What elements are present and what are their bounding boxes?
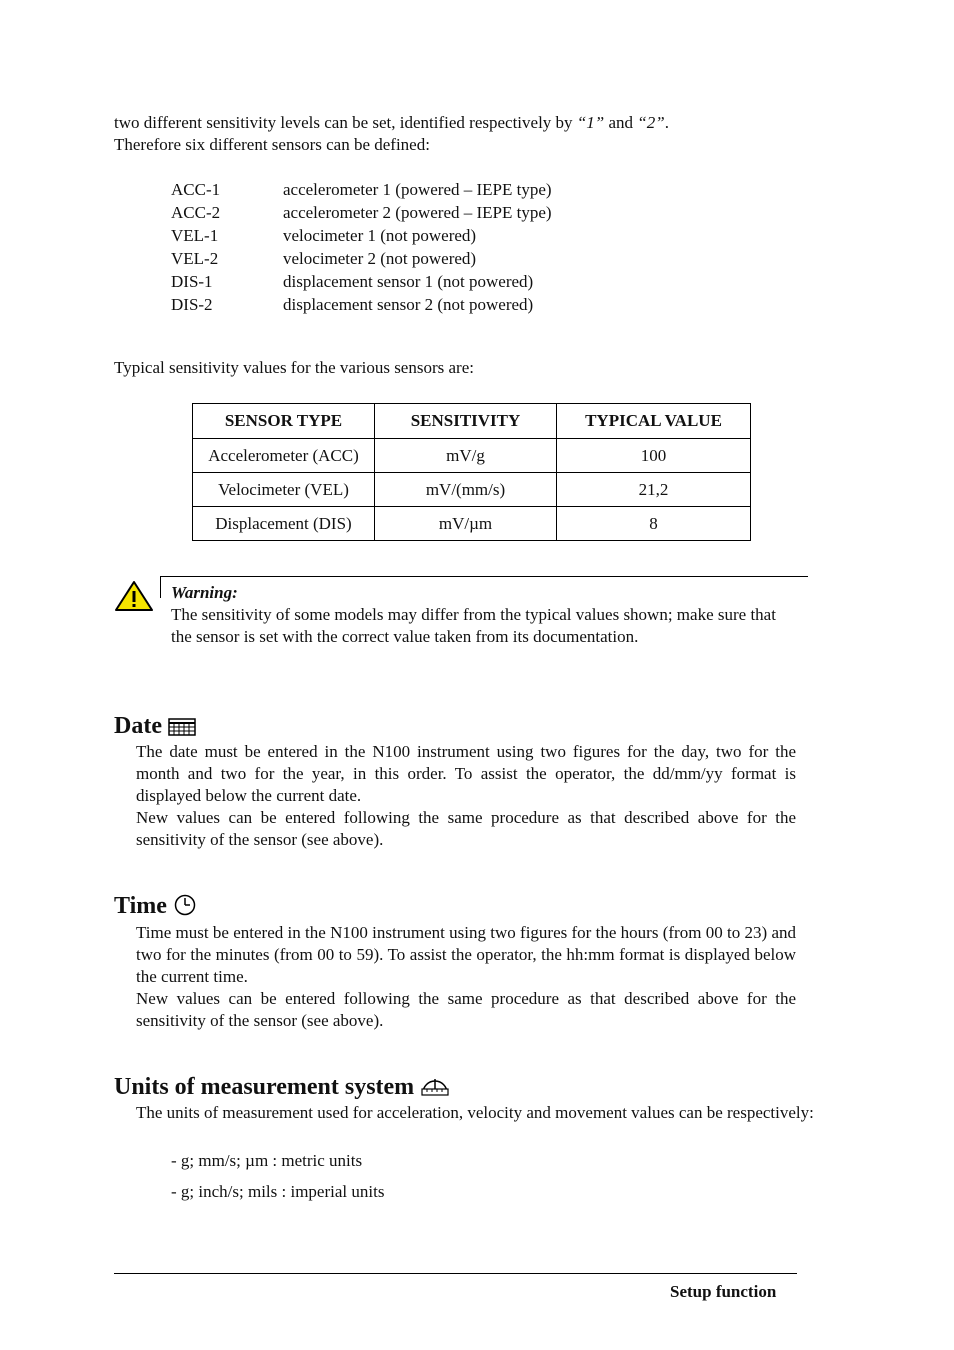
sensor-desc: accelerometer 1 (powered – IEPE type) [283, 180, 552, 199]
intro-line-2: Therefore six different sensors can be defined: [114, 135, 430, 154]
units-paragraph: The units of measurement used for acceleration, velocity and movement values can be respectively: [136, 1103, 814, 1122]
time-body [136, 922, 796, 1032]
sensor-code: VEL-2 [171, 249, 219, 268]
list-item: - g; mm/s; µm : metric units [171, 1151, 363, 1170]
level-2-label: “2” [637, 113, 665, 132]
sensor-list [171, 178, 552, 316]
column-header: SENSITIVITY [375, 404, 557, 439]
footer-rule [114, 1273, 797, 1274]
column-header: SENSOR TYPE [193, 404, 375, 439]
sensor-row [171, 293, 552, 316]
table-cell: Displacement (DIS) [193, 507, 375, 541]
sensor-code: VEL-1 [171, 226, 219, 245]
warning-rule-left [160, 576, 161, 598]
table-cell: mV/(mm/s) [375, 473, 557, 507]
table-row [193, 473, 751, 507]
time-paragraph-1: Time must be entered in the N100 instrument using two figures for the hours (from 00 to 23) and two for the minutes (from 00 to 59). To assist the operator, the hh:mm format is displayed below the current time. [136, 923, 796, 986]
sensor-code: DIS-2 [171, 295, 213, 314]
intro-paragraph [114, 112, 804, 156]
warning-title: Warning: [171, 583, 238, 602]
list-item: - g; inch/s; mils : imperial units [171, 1182, 385, 1201]
table-cell: mV/g [375, 439, 557, 473]
time-heading-text: Time [114, 893, 167, 919]
footer-section-title: Setup function [670, 1282, 777, 1301]
level-1-label: “1” [576, 113, 605, 132]
sensor-desc: velocimeter 1 (not powered) [283, 226, 477, 245]
date-heading-text: Date [114, 713, 162, 739]
warning-text: The sensitivity of some models may differ from the typical values shown; make sure that the sensor is set with the correct value taken from its documentation. [171, 605, 776, 646]
sensor-code: ACC-2 [171, 203, 221, 222]
warning-icon [114, 580, 154, 612]
date-paragraph-2: New values can be entered following the same procedure as that described above for the sensitivity of the sensor (see above). [136, 808, 796, 849]
column-header: TYPICAL VALUE [557, 404, 751, 439]
units-body [136, 1102, 816, 1124]
sensor-code: ACC-1 [171, 180, 221, 199]
units-heading [114, 1074, 450, 1104]
units-heading-text: Units of measurement system [114, 1074, 415, 1100]
table-row [193, 439, 751, 473]
intro-period: . [664, 113, 669, 132]
measurement-scale-icon [420, 1075, 450, 1104]
table-cell: Velocimeter (VEL) [193, 473, 375, 507]
sensor-desc: displacement sensor 1 (not powered) [283, 272, 534, 291]
sensor-desc: displacement sensor 2 (not powered) [283, 295, 534, 314]
intro-line-1 [114, 112, 804, 134]
time-heading [114, 893, 197, 923]
table-cell: 21,2 [557, 473, 751, 507]
sensor-row [171, 224, 552, 247]
typical-values-intro: Typical sensitivity values for the various sensors are: [114, 358, 474, 377]
table-cell: Accelerometer (ACC) [193, 439, 375, 473]
table-header-row [193, 404, 751, 439]
intro-and: and [604, 113, 638, 132]
warning-rule [160, 576, 808, 577]
table-cell: 8 [557, 507, 751, 541]
date-body [136, 741, 796, 851]
sensor-row [171, 201, 552, 224]
table-cell: mV/µm [375, 507, 557, 541]
calendar-icon [168, 716, 196, 743]
sensor-row [171, 247, 552, 270]
sensor-code: DIS-1 [171, 272, 213, 291]
sensor-desc: accelerometer 2 (powered – IEPE type) [283, 203, 552, 222]
time-paragraph-2: New values can be entered following the same procedure as that described above for the sensitivity of the sensor (see above). [136, 989, 796, 1030]
intro-text: two different sensitivity levels can be set, identified respectively by [114, 113, 577, 132]
table-cell: 100 [557, 439, 751, 473]
sensor-row [171, 178, 552, 201]
date-heading [114, 713, 196, 743]
clock-icon [173, 894, 197, 923]
table-row [193, 507, 751, 541]
sensor-desc: velocimeter 2 (not powered) [283, 249, 477, 268]
sensor-row [171, 270, 552, 293]
date-paragraph-1: The date must be entered in the N100 instrument using two figures for the day, two for the month and two for the year, in this order. To assist the operator, the dd/mm/yy format is displayed below the current date. [136, 742, 796, 805]
sensitivity-table [192, 403, 751, 541]
